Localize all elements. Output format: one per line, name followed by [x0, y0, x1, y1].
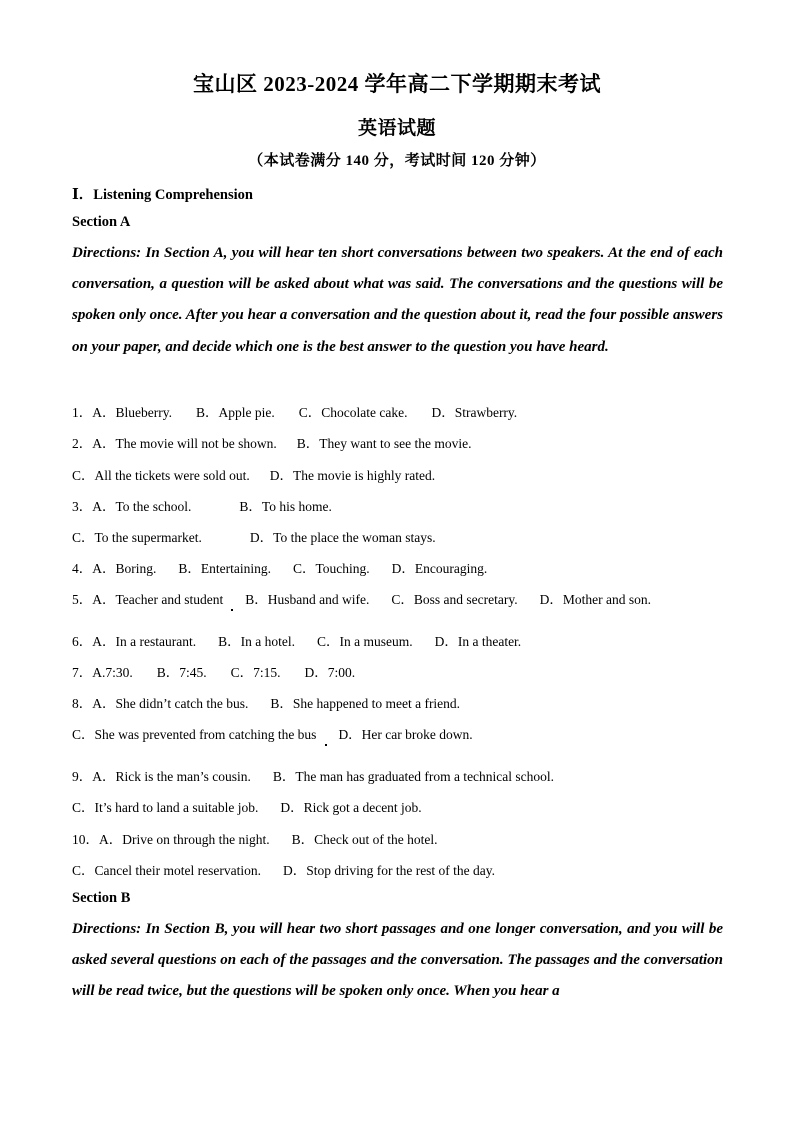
question-6 [72, 630, 521, 650]
q9-option-d: D．Rick got a decent job. [280, 800, 422, 815]
q7-option-b: B．7:45. [156, 665, 207, 680]
q4-option-a: 4．A．Boring. [72, 561, 157, 576]
q6-option-c: C．In a museum. [316, 634, 413, 649]
q2-option-c: C．All the tickets were sold out. [72, 468, 250, 483]
q8-option-d: D．Her car broke down. [338, 727, 473, 742]
question-2-line-2 [72, 464, 435, 484]
question-9-line-2 [72, 796, 422, 816]
exam-title: 宝山区 2023-2024 学年高二下学期期末考试 [193, 72, 601, 96]
q4-option-c: C．Touching. [292, 561, 370, 576]
section-a-directions: Directions: In Section A, you will hear ten short conversations between two speakers. At the end of each conversation, a question will be asked about what was said. The conversations and the questions will be spoken only once. After you hear a conversation and the question about it, read the four possible answers on your paper, and decide which one is the best answer to the question you have heard. [72, 245, 723, 355]
q10-option-c: C．Cancel their motel reservation. [72, 863, 261, 878]
q9-option-c: C．It’s hard to land a suitable job. [72, 800, 259, 815]
q2-option-d: D．The movie is highly rated. [269, 468, 436, 483]
q1-option-a: 1．A．Blueberry. [72, 405, 172, 420]
q7-option-a: 7．A.7:30. [72, 665, 133, 680]
q5-option-d: D．Mother and son. [539, 592, 651, 607]
q2-option-a: 2．A．The movie will not be shown. [72, 436, 277, 451]
q4-option-d: D．Encouraging. [391, 561, 488, 576]
question-7 [72, 661, 355, 681]
question-4 [72, 557, 487, 577]
section-b-label: Section B [72, 890, 131, 906]
question-3-line-2 [72, 526, 436, 546]
q6-option-d: D．In a theater. [434, 634, 522, 649]
q3-option-d: D．To the place the woman stays. [249, 530, 436, 545]
q5-option-a: 5．A．Teacher and student [72, 592, 224, 607]
q5-option-b: B．Husband and wife. [245, 592, 370, 607]
q2-option-b: B．They want to see the movie. [296, 436, 472, 451]
q10-option-b: B．Check out of the hotel. [291, 832, 438, 847]
q6-option-b: B．In a hotel. [218, 634, 295, 649]
q8-option-b: B．She happened to meet a friend. [270, 696, 461, 711]
question-5 [72, 588, 651, 608]
exam-note: （本试卷满分 140 分，考试时间 120 分钟） [248, 153, 546, 169]
q9-option-b: B．The man has graduated from a technical school. [272, 769, 555, 784]
q10-option-a: 10．A．Drive on through the night. [72, 832, 270, 847]
q1-option-b: B．Apple pie. [195, 405, 275, 420]
q3-option-a: 3．A．To the school. [72, 499, 192, 514]
part-heading: Ⅰ．Listening Comprehension [72, 187, 253, 203]
section-b-directions: Directions: In Section B, you will hear two short passages and one longer conversation, and you will be asked several questions on each of the passages and the conversation. The passages and the conversation will be read twice, but the questions will be spoken only once. When you hear a [72, 921, 723, 1000]
q10-option-d: D．Stop driving for the rest of the day. [282, 863, 496, 878]
q3-option-b: B．To his home. [239, 499, 332, 514]
question-3-line-1 [72, 495, 332, 515]
stray-dot [325, 744, 327, 746]
q1-option-c: C．Chocolate cake. [298, 405, 408, 420]
q5-option-c: C．Boss and secretary. [391, 592, 518, 607]
q4-option-b: B．Entertaining. [178, 561, 271, 576]
q3-option-c: C．To the supermarket. [72, 530, 202, 545]
q1-option-d: D．Strawberry. [431, 405, 518, 420]
q7-option-d: D．7:00. [304, 665, 356, 680]
question-2-line-1 [72, 432, 471, 452]
q8-option-a: 8．A．She didn’t catch the bus. [72, 696, 249, 711]
exam-subject: 英语试题 [357, 118, 436, 139]
q9-option-a: 9．A．Rick is the man’s cousin. [72, 769, 251, 784]
question-8-line-1 [72, 692, 460, 712]
question-8-line-2 [72, 723, 473, 743]
question-1 [72, 401, 517, 421]
q8-option-c: C．She was prevented from catching the bus [72, 727, 317, 742]
question-10-line-1 [72, 828, 437, 848]
q7-option-c: C．7:15. [230, 665, 281, 680]
question-9-line-1 [72, 765, 554, 785]
question-10-line-2 [72, 859, 495, 879]
stray-dot [231, 609, 233, 611]
q6-option-a: 6．A．In a restaurant. [72, 634, 197, 649]
section-a-label: Section A [72, 214, 131, 230]
